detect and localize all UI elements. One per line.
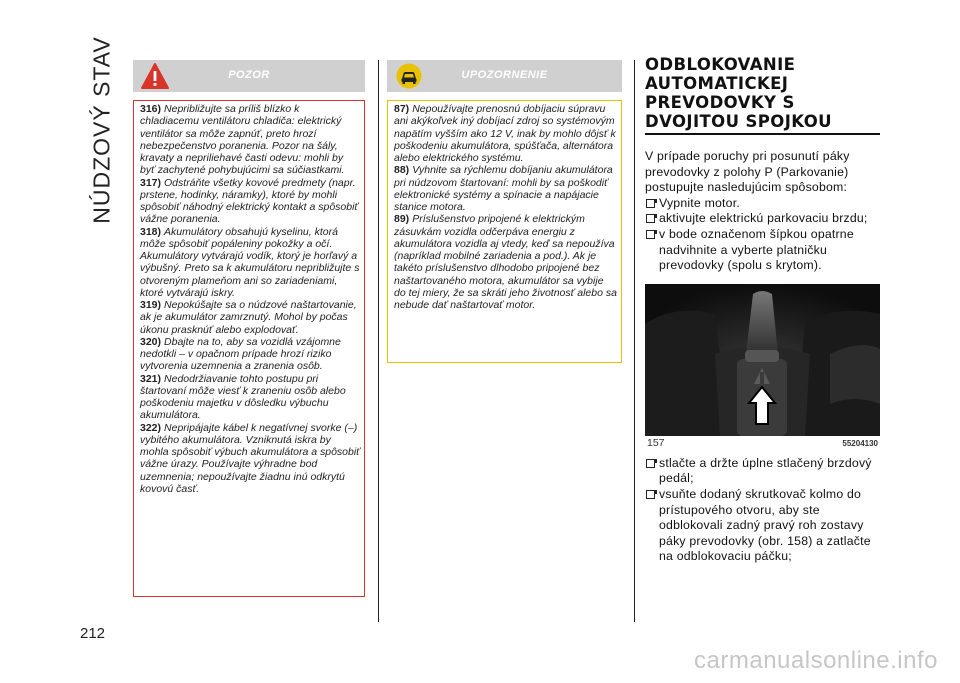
list-item: vsuňte dodaný skrutkovač kolmo do prístupového otvoru, aby ste odblokovali zadný pravý roh zostavy páky prevodovky (obr. 158) a zatlačte na odblokovaciu páčku; [645,487,880,565]
gear-lever-image [645,284,880,436]
warning-box-body [133,100,365,597]
list-item: 317) Odstráňte všetky kovové predmety (napr. prstene, hodinky, náramky), ktoré by mohli spôsobiť náhodný elektrický kontakt a spôsobiť vážne poranenia. [140,176,359,226]
list-item: 89) Príslušenstvo pripojené k elektrickým zásuvkám vozidla odčerpáva energiu z akumulátora vozidla aj vtedy, keď sa nepoužíva (napríklad mobilné zariadenia a pod.). Ak je takéto príslušenstvo dlhodobo pripojené bez naštartovaného motora, akumulátor sa vybije do tej miery, že sa skráti jeho životnosť alebo sa nebude dať naštartovať motor. [394,213,617,311]
warning-box-header [133,60,365,92]
list-item: 318) Akumulátory obsahujú kyselinu, ktorá môže spôsobiť popáleniny pokožky a očí. Akumulátory vytvárajú vodík, ktorý je horľavý a výbušný. Preto sa k akumulátoru nepribližujte s otvoreným plameňom ani so zariadeniami, ktoré vytvárajú iskry. [140,225,360,299]
notice-box [387,60,622,363]
notice-box-body [387,100,622,363]
intro-text: V prípade poruchy pri posunutí páky prevodovky z polohy P (Parkovanie) postupujte nasledujúcim spôsobom: [645,149,850,195]
notice-box-title: UPOZORNENIE [461,69,548,81]
instructions-column [645,55,880,565]
warning-box [133,60,365,597]
section-title: NÚDZOVÝ STAV [88,36,115,224]
column-divider [634,60,635,622]
list-item: aktivujte elektrickú parkovaciu brzdu; [645,211,880,227]
list-item: 320) Dbajte na to, aby sa vozidlá vzájomne nedotkli – v opačnom prípade hrozí riziko vytvorenia uzemnenia a zranenia osôb. [140,335,341,373]
figure-code: 55204130 [842,438,878,448]
step-bullet-icon [646,199,655,208]
page-number: 212 [80,625,106,642]
gear-lever-photo [645,284,880,449]
list-item: Vypnite motor. [645,196,880,212]
list-item: 316) Nepribližujte sa príliš blízko k chladiacemu ventilátoru chladiča: elektrický ventilátor sa môže zapnúť, preto hrozí nebezpečenstvo poranenia. Pozor na šály, kravaty a nepriliehavé časti odevu: mohli by byť zachytené pohybujúcimi sa súčiastkami. [140,103,345,177]
list-item: stlačte a držte úplne stlačený brzdový pedál; [645,456,880,487]
step-bullet-icon [646,459,655,468]
step-bullet-icon [646,214,655,223]
list-item: 88) Vyhnite sa rýchlemu dobíjaniu akumulátora pri núdzovom štartovaní: mohli by sa poškodiť elektronické systémy a spínacie a napájacie stanice motora. [394,164,613,213]
list-item: 319) Nepokúšajte sa o núdzové naštartovanie, ak je akumulátor zamrznutý. Mohol by počas úkonu prasknúť alebo explodovať. [140,299,357,336]
list-item: 321) Nedodržiavanie tohto postupu pri štartovaní môže viesť k zraneniu osôb alebo poškodeniu majetku v dôsledku výbuchu akumulátora. [140,372,346,422]
figure-number: 157 [647,436,665,449]
list-item: 322) Nepripájajte kábel k negatívnej svorke (–) vybitého akumulátora. Vzniknutá iskra by mohla spôsobiť výbuch akumulátora a spôsobiť vážne úrazy. Používajte výhradne bod uzemnenia; nepoužívajte žiadnu inú odkrytú kovovú časť. [140,421,360,495]
notice-box-header [387,60,622,92]
warning-box-title: POZOR [228,69,270,81]
watermark: carmanualsonline.info [694,647,938,674]
section-heading: ODBLOKOVANIE AUTOMATICKEJ PREVODOVKY S DVOJITOU SPOJKOU [645,55,880,135]
list-item: 87) Nepoužívajte prenosnú dobíjaciu súpravu ani akýkoľvek iný dobíjací zdroj so systémovým napätím vyšším ako 12 V, inak by mohlo dôjsť k poškodeniu akumulátora, spúšťača, alternátora alebo elektrického systému. [394,103,616,164]
column-divider [378,60,379,622]
list-item: v bode označenom šípkou opatrne nadvihnite a vyberte platničku prevodovky (spolu s krytom). [645,227,880,274]
step-bullet-icon [646,230,655,239]
step-bullet-icon [646,490,655,499]
